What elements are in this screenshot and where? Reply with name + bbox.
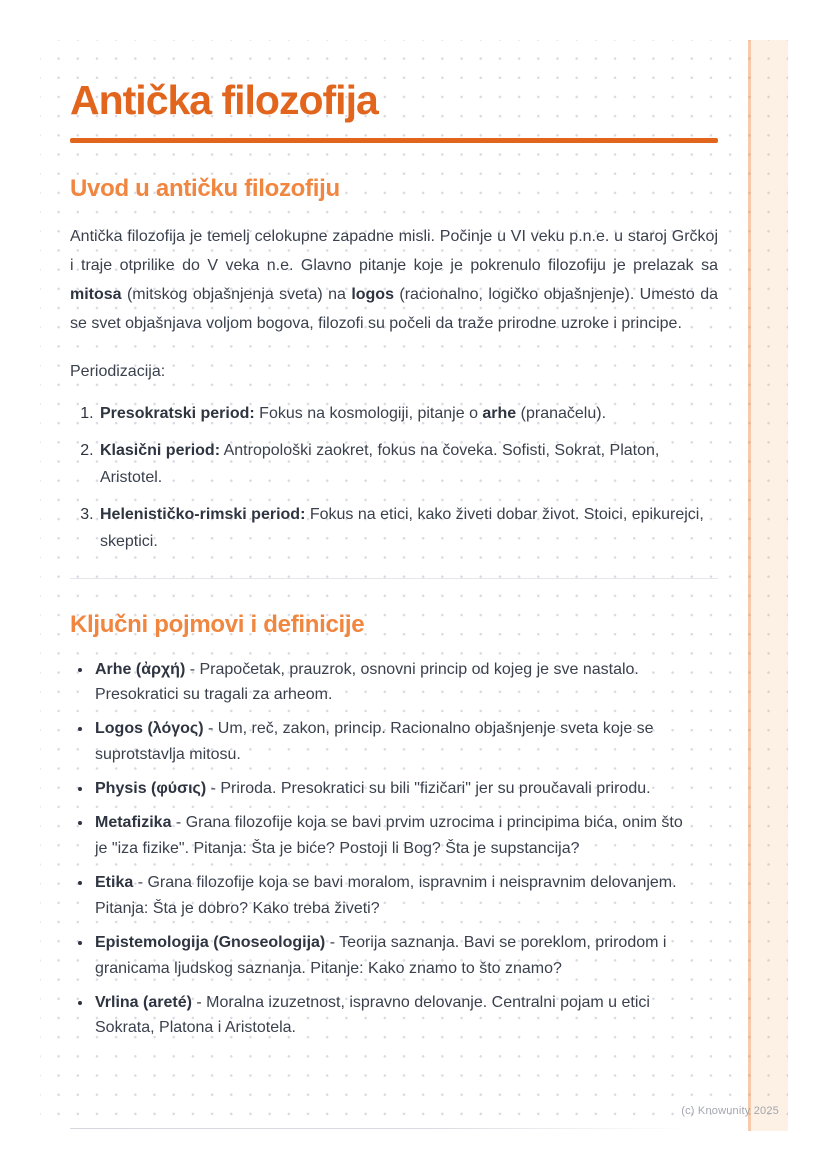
term-label: Epistemologija (Gnoseologija) xyxy=(95,933,326,951)
page-title: Antička filozofija xyxy=(70,77,378,123)
term-definition: - Prapočetak, prauzrok, osnovni princip od kojeg je sve nastalo. Presokratici su tragali za arheom. xyxy=(95,660,639,704)
period-item-presokratski xyxy=(98,400,708,427)
page-content xyxy=(40,40,788,1041)
bottom-divider xyxy=(70,1128,718,1129)
term-label: Arhe (ἀρχή) xyxy=(95,660,186,678)
term-label: Logos (λόγος) xyxy=(95,720,204,738)
term-definition: - Um, reč, zakon, princip. Racionalno objašnjenje sveta koje se suprotstavlja mitosu. xyxy=(95,720,654,764)
term-label: Metafizika xyxy=(95,814,172,832)
key-term-item-epistemologija xyxy=(93,930,688,982)
period-text: Fokus na etici, kako živeti dobar život. Stoici, epikurejci, skeptici. xyxy=(100,506,704,551)
intro-paragraph-text: (racionalno, logičko objašnjenje). Umesto da se svet objašnjava voljom bogova, filozofi su počeli da traže prirodne uzroke i principe. xyxy=(70,285,719,332)
intro-bold-mitosa: mitosa xyxy=(70,285,122,303)
key-term-item-arhe xyxy=(93,657,688,709)
intro-paragraph-text: (mitskog objašnjenja sveta) na xyxy=(121,285,352,303)
key-term-item-etika xyxy=(93,870,688,922)
term-label: Physis (φύσις) xyxy=(95,780,207,798)
term-definition: - Grana filozofije koja se bavi prvim uzrocima i principima bića, onim što je "iza fizike". Pitanja: Šta je biće? Postoji li Bog? Šta je supstancija? xyxy=(95,814,683,857)
period-item-klasicni xyxy=(98,437,708,491)
term-definition: - Moralna izuzetnost, ispravno delovanje. Centralni pojam u etici Sokrata, Platona i Aristotela. xyxy=(95,993,650,1037)
key-terms-list xyxy=(76,657,688,1042)
section-divider xyxy=(70,578,718,579)
period-term: Presokratski period: xyxy=(100,404,255,422)
period-text: (pranačelu). xyxy=(516,404,607,422)
title-underline xyxy=(70,138,718,143)
copyright-watermark: (c) Knowunity 2025 xyxy=(681,1105,779,1117)
periods-list xyxy=(78,400,708,556)
term-definition: - Grana filozofije koja se bavi moralom, ispravnim i neispravnim delovanjem. Pitanja: Šta je dobro? Kako treba živeti? xyxy=(95,873,677,917)
intro-paragraph-text: Antička filozofija je temelj celokupne zapadne misli. Počinje u VI veku p.n.e. u staroj Grčkoj i traje otprilike do V veka n.e. Glavno pitanje koje je pokrenulo filozofiju je prelazak sa xyxy=(70,228,718,275)
term-definition: - Teorija saznanja. Bavi se poreklom, prirodom i granicama ljudskog saznanja. Pitanje: Kako znamo to što znamo? xyxy=(95,933,667,977)
period-term: Helenističko-rimski period: xyxy=(100,506,306,524)
periodization-label: Periodizacija: xyxy=(70,363,166,381)
term-label: Vrlina (areté) xyxy=(95,993,192,1011)
key-term-item-logos xyxy=(93,716,688,768)
key-term-item-vrlina xyxy=(93,990,688,1042)
section-heading-key-terms: Ključni pojmovi i definicije xyxy=(70,610,365,638)
period-bold-arhe: arhe xyxy=(482,404,517,422)
intro-paragraph xyxy=(70,223,718,338)
key-term-item-physis xyxy=(93,776,688,802)
period-term: Klasični period: xyxy=(100,441,221,459)
section-heading-intro: Uvod u antičku filozofiju xyxy=(70,175,340,203)
key-term-item-metafizika xyxy=(93,810,688,862)
period-text: Antropološki zaokret, fokus na čoveka. Sofisti, Sokrat, Platon, Aristotel. xyxy=(100,441,660,486)
term-definition: - Priroda. Presokratici su bili "fizičari" jer su proučavali prirodu. xyxy=(206,780,651,798)
period-item-helenisticki xyxy=(98,501,708,555)
intro-bold-logos: logos xyxy=(351,285,394,303)
period-text: Fokus na kosmologiji, pitanje o xyxy=(254,404,483,422)
term-label: Etika xyxy=(95,873,134,891)
notes-page xyxy=(40,40,788,1131)
